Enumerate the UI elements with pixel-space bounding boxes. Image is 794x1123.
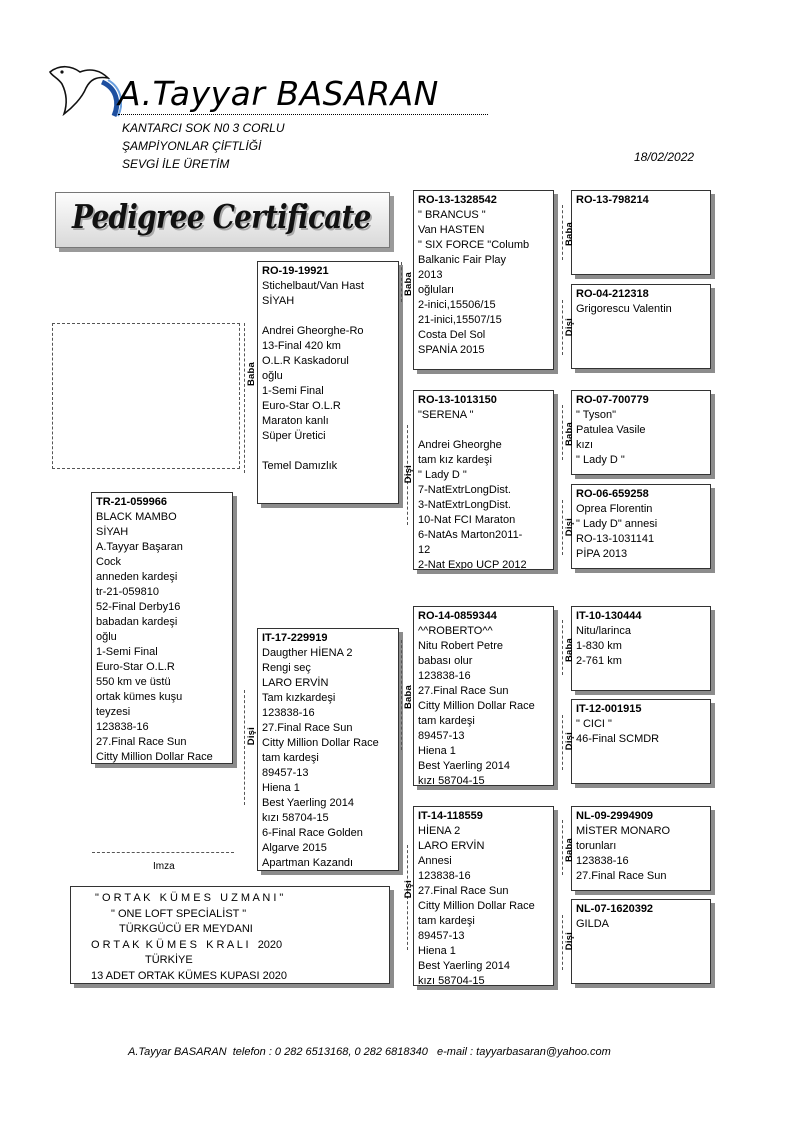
label-baba-sds: Baba	[564, 422, 575, 447]
info-line: A.Tayyar Başaran	[96, 541, 183, 553]
info-line: 2-Nat Expo UCP 2012	[418, 559, 527, 570]
achievement-line-2: " ONE LOFT SPECİALİST "	[111, 907, 247, 920]
info-line: 89457-13	[418, 730, 465, 742]
info-line: Euro-Star O.L.R	[96, 661, 175, 673]
info-line: SİYAH	[262, 295, 295, 307]
dd-dam-box	[571, 899, 711, 984]
label-disi-dsd: Dişi	[564, 732, 575, 751]
label-baba-sss: Baba	[564, 222, 575, 247]
info-line: kızı 58704-15	[262, 812, 329, 824]
info-line: 7-NatExtrLongDist.	[418, 484, 511, 496]
label-disi-sd: Dişi	[403, 465, 414, 484]
ring-number: RO-04-212318	[576, 288, 649, 300]
ring-number: NL-09-2994909	[576, 810, 654, 822]
label-baba-sire: Baba	[246, 362, 257, 387]
info-line: 2013	[418, 269, 443, 281]
info-line: Maraton kanlı	[262, 415, 329, 427]
info-line: oğlu	[262, 370, 283, 382]
address-line-2: ŞAMPİYONLAR ÇİFTLİĞİ	[122, 139, 262, 153]
info-line: kızı 58704-15	[418, 975, 485, 986]
info-line: ^^ROBERTO^^	[418, 625, 493, 637]
info-line: 123838-16	[262, 707, 315, 719]
info-line: 1-Semi Final	[262, 385, 324, 397]
info-line: tam kardeşi	[262, 752, 319, 764]
info-line: 13-Final 420 km	[262, 340, 341, 352]
ring-number: TR-21-059966	[96, 496, 167, 508]
info-line: torunları	[576, 840, 617, 852]
certificate-date: 18/02/2022	[634, 150, 695, 164]
info-line: 27.Final Race Sun	[418, 885, 509, 897]
sd-sire-box	[571, 390, 711, 475]
info-line: Rengi seç	[262, 662, 311, 674]
info-line: ortak kümes kuşu	[96, 691, 183, 703]
info-line: SİYAH	[96, 526, 129, 538]
info-line: anneden kardeşi	[96, 571, 178, 583]
ring-number: RO-13-798214	[576, 194, 649, 206]
label-baba-ds: Baba	[403, 685, 414, 710]
ring-number: IT-14-118559	[418, 810, 483, 822]
info-line: tr-21-059810	[96, 586, 159, 598]
info-line: 12	[418, 544, 431, 556]
info-line: Hiena 1	[418, 945, 456, 957]
certificate-title: Pedigree Certificate	[72, 197, 371, 236]
connector-sire	[244, 323, 245, 473]
info-line: Balkanic Fair Play	[418, 254, 507, 266]
info-line: 1-830 km	[576, 640, 622, 652]
info-line: BLACK MAMBO	[96, 511, 177, 523]
label-disi-sdd: Dişi	[564, 518, 575, 537]
connector-dam-sire	[401, 640, 402, 750]
ring-number: RO-19-19921	[262, 265, 329, 277]
info-line: Grigorescu Valentin	[576, 303, 672, 315]
ss-sire-box	[571, 190, 711, 275]
achievement-line-3: TÜRKGÜCÜ ER MEYDANI	[119, 923, 253, 935]
header-underline	[118, 114, 488, 115]
info-line: 6-NatAs Marton2011-	[418, 529, 523, 541]
connector-ss-sire	[562, 205, 563, 260]
label-baba-dss: Baba	[564, 638, 575, 663]
connector-ds-sire	[562, 620, 563, 675]
info-line: 10-Nat FCI Maraton	[418, 514, 516, 526]
info-line: 89457-13	[262, 767, 309, 779]
info-line: Andrei Gheorghe-Ro	[262, 325, 364, 337]
info-line: 123838-16	[576, 855, 629, 867]
ring-number: RO-13-1013150	[418, 394, 497, 406]
info-line: Nitu Robert Petre	[418, 640, 503, 652]
info-line: kızı	[576, 439, 594, 451]
info-line: 6-Final Race Golden	[262, 827, 363, 839]
subject-pigeon-box	[91, 492, 233, 764]
info-line: 123838-16	[96, 721, 149, 733]
address-block	[122, 119, 284, 173]
info-line: Patulea Vasile	[576, 424, 646, 436]
label-disi-ddd: Dişi	[564, 932, 575, 951]
info-line: Nitu/larinca	[576, 625, 632, 637]
info-line: PİPA 2013	[576, 548, 628, 560]
info-line: Cock	[96, 556, 122, 568]
ring-number: NL-07-1620392	[576, 903, 654, 915]
info-line: Andrei Gheorghe	[418, 439, 502, 451]
info-line: 2-761 km	[576, 655, 622, 667]
sd-dam-box	[571, 484, 711, 569]
connector-ss-dam	[562, 300, 563, 355]
address-line-3: SEVGİ İLE ÜRETİM	[122, 157, 230, 171]
info-line: Algarve 2015	[262, 842, 327, 854]
label-disi-dam: Dişi	[246, 727, 257, 746]
address-line-1: KANTARCI SOK N0 3 CORLU	[122, 121, 285, 135]
info-line: oğlu	[96, 631, 117, 643]
ss-dam-box	[571, 284, 711, 369]
info-line: GILDA	[576, 918, 610, 930]
info-line: MİSTER MONARO	[576, 825, 671, 837]
info-line: 46-Final SCMDR	[576, 733, 660, 745]
info-line: 1-Semi Final	[96, 646, 158, 658]
info-line: Costa Del Sol	[418, 329, 486, 341]
label-disi-dd: Dişi	[403, 880, 414, 899]
info-line: Hiena 1	[418, 745, 456, 757]
info-line: Citty Million Dollar Race	[96, 751, 213, 763]
ds-dam-box	[571, 699, 711, 784]
breeder-name: A.Tayyar BASARAN	[118, 74, 439, 113]
label-baba-ss: Baba	[403, 272, 414, 297]
connector-dam	[244, 690, 245, 805]
achievements-box	[70, 886, 390, 984]
signature-label: Imza	[153, 861, 175, 872]
info-line: Euro-Star O.L.R	[262, 400, 341, 412]
info-line: O.L.R Kaskadorul	[262, 355, 349, 367]
info-line: " Lady D" annesi	[576, 518, 658, 530]
connector-dd-sire	[562, 820, 563, 875]
info-line: Apartman Kazandı	[262, 857, 354, 869]
info-line: kızı 58704-15	[418, 775, 485, 786]
info-line: 550 km ve üstü	[96, 676, 171, 688]
label-disi-ssd: Dişi	[564, 318, 575, 337]
info-line	[418, 423, 549, 438]
info-line: Temel Damızlık	[262, 460, 338, 472]
dam-dam-box	[413, 806, 554, 986]
info-line: 27.Final Race Sun	[418, 685, 509, 697]
info-line: " Lady D "	[418, 469, 467, 481]
info-line: Van HASTEN	[418, 224, 485, 236]
ring-number: RO-06-659258	[576, 488, 649, 500]
info-line: Stichelbaut/Van Hast	[262, 280, 364, 292]
info-line: 89457-13	[418, 930, 465, 942]
connector-sd-sire	[562, 405, 563, 460]
info-line: " SIX FORCE "Columb	[418, 239, 530, 251]
dam-sire-box	[413, 606, 554, 786]
info-line: Best Yaerling 2014	[418, 760, 510, 772]
info-line: 123838-16	[418, 870, 471, 882]
info-line: tam kardeşi	[418, 715, 475, 727]
info-line: 27.Final Race Sun	[96, 736, 187, 748]
label-baba-dds: Baba	[564, 838, 575, 863]
info-line: Oprea Florentin	[576, 503, 653, 515]
info-line: 27.Final Race Sun	[576, 870, 667, 882]
info-line: babası olur	[418, 655, 473, 667]
logo-dove-icon	[42, 58, 122, 118]
info-line: 21-inici,15507/15	[418, 314, 502, 326]
info-line: Citty Million Dollar Race	[418, 700, 535, 712]
sire-dam-box	[413, 390, 554, 570]
ring-number: RO-13-1328542	[418, 194, 497, 206]
info-line: 52-Final Derby16	[96, 601, 181, 613]
info-line: oğluları	[418, 284, 455, 296]
connector-sire-sire	[401, 262, 402, 302]
ring-number: RO-14-0859344	[418, 610, 497, 622]
info-line	[262, 309, 394, 324]
info-line: LARO ERVİN	[418, 840, 485, 852]
info-line: " Lady D "	[576, 454, 625, 466]
dam-box	[257, 628, 399, 871]
info-line: tam kız kardeşi	[418, 454, 492, 466]
info-line: SPANİA 2015	[418, 344, 485, 356]
info-line: RO-13-1031141	[576, 533, 655, 545]
achievement-line-1: " O R T A K K Ü M E S U Z M A N I "	[95, 892, 284, 904]
connector-dd-dam	[562, 915, 563, 970]
ds-sire-box	[571, 606, 711, 691]
info-line: 3-NatExtrLongDist.	[418, 499, 511, 511]
connector-ds-dam	[562, 715, 563, 770]
ring-number: IT-17-229919	[262, 632, 328, 644]
info-line: Daugther HİENA 2	[262, 647, 353, 659]
info-line: "SERENA "	[418, 409, 474, 421]
footer-contact: A.Tayyar BASARAN telefon : 0 282 6513168, 0 282 6818340 e-mail : tayyarbasaran@yahoo.com	[128, 1046, 611, 1058]
signature-line	[92, 852, 234, 853]
info-line: Best Yaerling 2014	[262, 797, 354, 809]
certificate-banner	[55, 192, 390, 248]
info-line: 2-inici,15506/15	[418, 299, 496, 311]
dd-sire-box	[571, 806, 711, 891]
info-line: Citty Million Dollar Race	[418, 900, 535, 912]
info-line: Hiena 1	[262, 782, 300, 794]
info-line: Annesi	[418, 855, 452, 867]
info-line: HİENA 2	[418, 825, 461, 837]
info-line: LARO ERVİN	[262, 677, 329, 689]
info-line: tam kardeşi	[418, 915, 475, 927]
info-line: " Tyson"	[576, 409, 617, 421]
achievement-line-4: O R T A K K Ü M E S K R A L I 2020	[91, 938, 283, 951]
info-line: babadan kardeşi	[96, 616, 178, 628]
achievement-line-5: TÜRKİYE	[145, 954, 193, 966]
connector-sd-dam	[562, 500, 563, 555]
ring-number: IT-10-130444	[576, 610, 642, 622]
info-line: " BRANCUS "	[418, 209, 486, 221]
info-line: 123838-16	[418, 670, 471, 682]
info-line: Süper Üretici	[262, 430, 326, 442]
achievement-line-6: 13 ADET ORTAK KÜMES KUPASI 2020	[91, 969, 288, 982]
info-line: Citty Million Dollar Race	[262, 737, 379, 749]
sire-box	[257, 261, 399, 504]
photo-placeholder	[52, 323, 240, 469]
ring-number: IT-12-001915	[576, 703, 642, 715]
info-line: teyzesi	[96, 706, 131, 718]
info-line	[262, 444, 394, 459]
ring-number: RO-07-700779	[576, 394, 649, 406]
sire-sire-box	[413, 190, 554, 370]
info-line: Tam kızkardeşi	[262, 692, 336, 704]
info-line: 27.Final Race Sun	[262, 722, 353, 734]
info-line: Best Yaerling 2014	[418, 960, 510, 972]
info-line: " CICI "	[576, 718, 612, 730]
